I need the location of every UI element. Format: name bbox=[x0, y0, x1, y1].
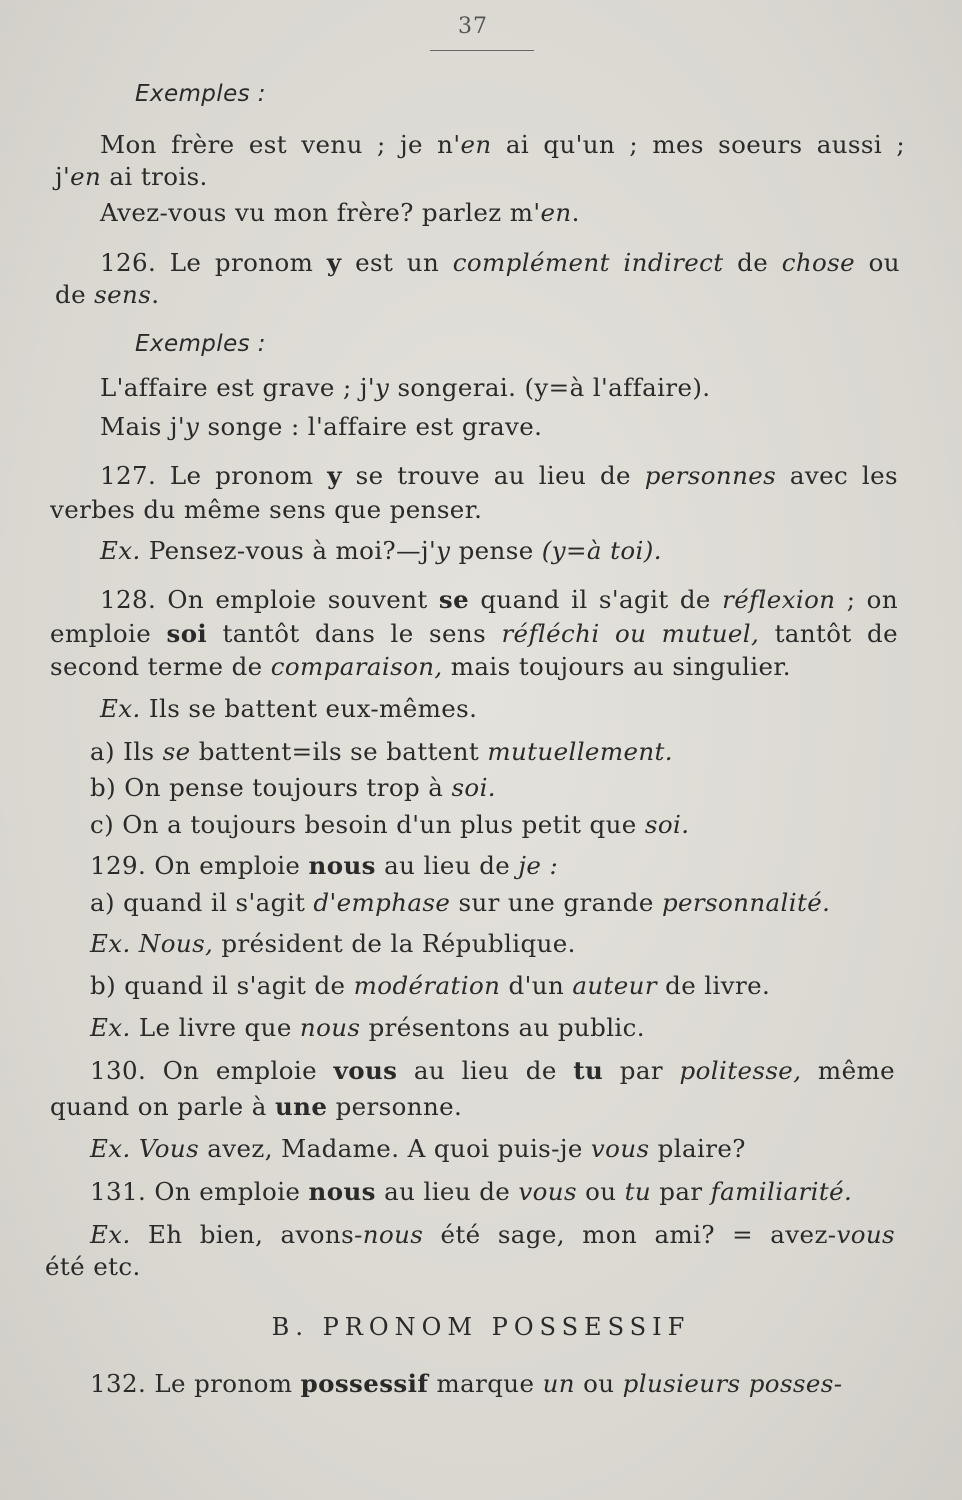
text-segment: avez, Madame. A quoi puis-je bbox=[199, 1134, 591, 1163]
text-line bbox=[90, 972, 770, 1000]
text-segment: tu bbox=[624, 1177, 652, 1206]
text-segment: songe : l'affaire est grave. bbox=[199, 412, 543, 441]
text-segment: Mais j' bbox=[100, 412, 186, 441]
text-segment: d'un bbox=[500, 971, 573, 1000]
text-segment: même bbox=[801, 1056, 895, 1085]
text-segment: au lieu de bbox=[375, 851, 519, 880]
text-segment: avec les bbox=[776, 461, 898, 490]
text-segment: c) On a toujours besoin d'un plus petit que bbox=[90, 810, 645, 839]
text-line bbox=[100, 462, 898, 490]
text-segment: Ex. bbox=[100, 536, 141, 565]
text-segment: quand on parle à bbox=[50, 1092, 275, 1121]
text-line bbox=[100, 537, 662, 565]
page-number: 37 bbox=[458, 14, 488, 39]
text-segment: ; on bbox=[835, 585, 898, 614]
text-segment: en bbox=[540, 198, 572, 227]
text-segment: en bbox=[460, 130, 492, 159]
text-segment: une bbox=[274, 1092, 328, 1121]
text-line bbox=[100, 374, 711, 402]
text-segment: emploie bbox=[50, 619, 167, 648]
text-segment: ou bbox=[855, 248, 900, 277]
text-segment: nous bbox=[299, 1013, 361, 1042]
text-segment: Eh bien, avons- bbox=[130, 1220, 363, 1249]
text-segment: Mon frère est venu ; je n' bbox=[100, 130, 461, 159]
text-segment: est un bbox=[341, 248, 453, 277]
text-segment: L'affaire est grave ; j' bbox=[100, 373, 375, 402]
text-segment: nous bbox=[308, 851, 376, 880]
text-segment: personnalité. bbox=[661, 888, 831, 917]
text-segment: vous bbox=[518, 1177, 577, 1206]
text-segment: soi bbox=[166, 619, 208, 648]
text-segment: vous bbox=[590, 1134, 650, 1163]
text-line bbox=[50, 1093, 462, 1121]
text-segment: . bbox=[151, 280, 160, 309]
text-segment: soi. bbox=[451, 773, 496, 802]
text-line bbox=[90, 930, 576, 958]
text-line bbox=[90, 889, 830, 917]
text-segment: Exemples : bbox=[135, 81, 266, 107]
text-segment: familiarité. bbox=[710, 1177, 853, 1206]
text-segment: au lieu de bbox=[375, 1177, 519, 1206]
text-segment: Ex. bbox=[90, 1134, 131, 1163]
text-line bbox=[90, 1221, 895, 1249]
text-segment: marque bbox=[428, 1369, 543, 1398]
text-segment: y bbox=[436, 536, 451, 565]
text-segment: sur une grande bbox=[450, 888, 662, 917]
example-heading bbox=[135, 330, 266, 358]
text-line bbox=[55, 163, 208, 191]
text-line bbox=[90, 1178, 852, 1206]
text-segment: Ex. bbox=[100, 694, 141, 723]
text-segment: sens bbox=[94, 280, 152, 309]
text-segment: Le livre que bbox=[130, 1013, 300, 1042]
text-segment: plaire? bbox=[649, 1134, 746, 1163]
text-segment: de bbox=[723, 248, 782, 277]
text-line bbox=[90, 852, 558, 880]
text-segment: personne. bbox=[327, 1092, 463, 1121]
text-segment: Exemples : bbox=[135, 331, 266, 357]
text-segment: en bbox=[70, 162, 102, 191]
text-segment: par bbox=[651, 1177, 711, 1206]
text-line bbox=[100, 695, 477, 723]
text-segment: battent=ils se battent bbox=[190, 737, 488, 766]
text-segment: 127. Le pronom bbox=[100, 461, 328, 490]
text-segment: 130. On emploie bbox=[90, 1056, 334, 1085]
text-segment: y bbox=[326, 248, 342, 277]
text-line bbox=[100, 586, 898, 614]
text-line bbox=[90, 774, 496, 802]
text-line bbox=[45, 1253, 141, 1281]
text-segment: b) quand il s'agit de bbox=[90, 971, 354, 1000]
text-segment: je : bbox=[518, 851, 559, 880]
text-segment: quand il s'agit de bbox=[469, 585, 723, 614]
text-segment: comparaison, bbox=[270, 652, 443, 681]
text-segment: Pensez-vous à moi?—j' bbox=[140, 536, 437, 565]
text-segment: y bbox=[185, 412, 200, 441]
text-line bbox=[90, 1014, 645, 1042]
text-segment: possessif bbox=[300, 1369, 429, 1398]
text-segment: y bbox=[375, 373, 390, 402]
text-segment: verbes du même sens que penser. bbox=[50, 495, 483, 524]
text-segment: 126. Le pronom bbox=[100, 248, 327, 277]
text-line bbox=[50, 653, 791, 681]
text-line bbox=[100, 249, 900, 277]
text-segment: j' bbox=[55, 162, 71, 191]
section-heading bbox=[0, 1313, 962, 1341]
text-segment: modération bbox=[353, 971, 501, 1000]
page-number-rule bbox=[430, 50, 534, 51]
text-segment: réfléchi ou mutuel, bbox=[501, 619, 760, 648]
text-segment: mais toujours au singulier. bbox=[442, 652, 791, 681]
text-segment: réflexion bbox=[722, 585, 836, 614]
text-segment: présentons au public. bbox=[360, 1013, 645, 1042]
text-line bbox=[50, 620, 898, 648]
text-segment: 128. On emploie souvent bbox=[100, 585, 439, 614]
text-segment: mutuellement. bbox=[487, 737, 673, 766]
text-segment: Nous, bbox=[138, 929, 214, 958]
text-segment: 132. Le pronom bbox=[90, 1369, 301, 1398]
text-segment: 129. On emploie bbox=[90, 851, 309, 880]
text-segment: y bbox=[327, 461, 342, 490]
text-segment: vous bbox=[836, 1220, 895, 1249]
text-segment: vous bbox=[333, 1056, 398, 1085]
text-line bbox=[90, 811, 689, 839]
text-segment: Ils se battent eux-mêmes. bbox=[140, 694, 478, 723]
text-segment: Ex. bbox=[90, 1013, 131, 1042]
text-segment: . bbox=[571, 198, 580, 227]
text-segment: auteur bbox=[572, 971, 657, 1000]
text-segment: d'emphase bbox=[313, 888, 451, 917]
text-segment bbox=[131, 929, 139, 958]
text-segment: se bbox=[162, 737, 191, 766]
text-segment: de bbox=[55, 280, 95, 309]
text-segment: 131. On emploie bbox=[90, 1177, 309, 1206]
text-segment: Avez-vous vu mon frère? parlez m' bbox=[100, 198, 541, 227]
text-segment: Ex. bbox=[90, 929, 131, 958]
text-segment: ou bbox=[574, 1369, 623, 1398]
text-segment: été etc. bbox=[45, 1252, 141, 1281]
text-line bbox=[90, 1370, 842, 1398]
text-segment: politesse, bbox=[679, 1056, 802, 1085]
text-segment: pense bbox=[450, 536, 542, 565]
text-segment: soi. bbox=[644, 810, 690, 839]
text-segment: été sage, mon ami? = avez- bbox=[423, 1220, 837, 1249]
text-line bbox=[100, 199, 580, 227]
text-segment: ai trois. bbox=[101, 162, 208, 191]
text-segment: Ex. bbox=[90, 1220, 131, 1249]
example-heading bbox=[135, 80, 266, 108]
text-line bbox=[100, 413, 542, 441]
text-segment: (y=à toi). bbox=[541, 536, 662, 565]
text-segment: de livre. bbox=[656, 971, 771, 1000]
text-line bbox=[90, 1057, 895, 1085]
text-segment: un bbox=[542, 1369, 575, 1398]
text-segment: a) Ils bbox=[90, 737, 163, 766]
text-segment: personnes bbox=[644, 461, 777, 490]
text-segment: nous bbox=[308, 1177, 376, 1206]
text-segment: ou bbox=[576, 1177, 625, 1206]
text-segment: ai qu'un ; mes soeurs aussi ; bbox=[491, 130, 905, 159]
text-segment bbox=[131, 1134, 139, 1163]
text-segment: président de la République. bbox=[213, 929, 576, 958]
text-segment: a) quand il s'agit bbox=[90, 888, 314, 917]
text-segment: se trouve au lieu de bbox=[341, 461, 645, 490]
text-segment: tantôt de bbox=[759, 619, 898, 648]
text-segment: chose bbox=[781, 248, 856, 277]
text-line bbox=[90, 1135, 746, 1163]
text-segment: par bbox=[603, 1056, 680, 1085]
text-line bbox=[90, 738, 673, 766]
text-line bbox=[100, 131, 905, 159]
text-segment: b) On pense toujours trop à bbox=[90, 773, 452, 802]
text-line bbox=[50, 496, 482, 524]
text-segment: Vous bbox=[138, 1134, 200, 1163]
text-segment: second terme de bbox=[50, 652, 271, 681]
text-segment: B. PRONOM POSSESSIF bbox=[271, 1313, 691, 1341]
text-line bbox=[55, 281, 159, 309]
text-segment: tantôt dans le sens bbox=[207, 619, 502, 648]
text-segment: nous bbox=[362, 1220, 424, 1249]
text-segment: tu bbox=[573, 1056, 604, 1085]
text-segment: plusieurs posses- bbox=[622, 1369, 843, 1398]
text-segment: au lieu de bbox=[397, 1056, 574, 1085]
text-segment: complément indirect bbox=[452, 248, 724, 277]
text-segment: songerai. (y=à l'affaire). bbox=[389, 373, 711, 402]
text-segment: se bbox=[438, 585, 470, 614]
